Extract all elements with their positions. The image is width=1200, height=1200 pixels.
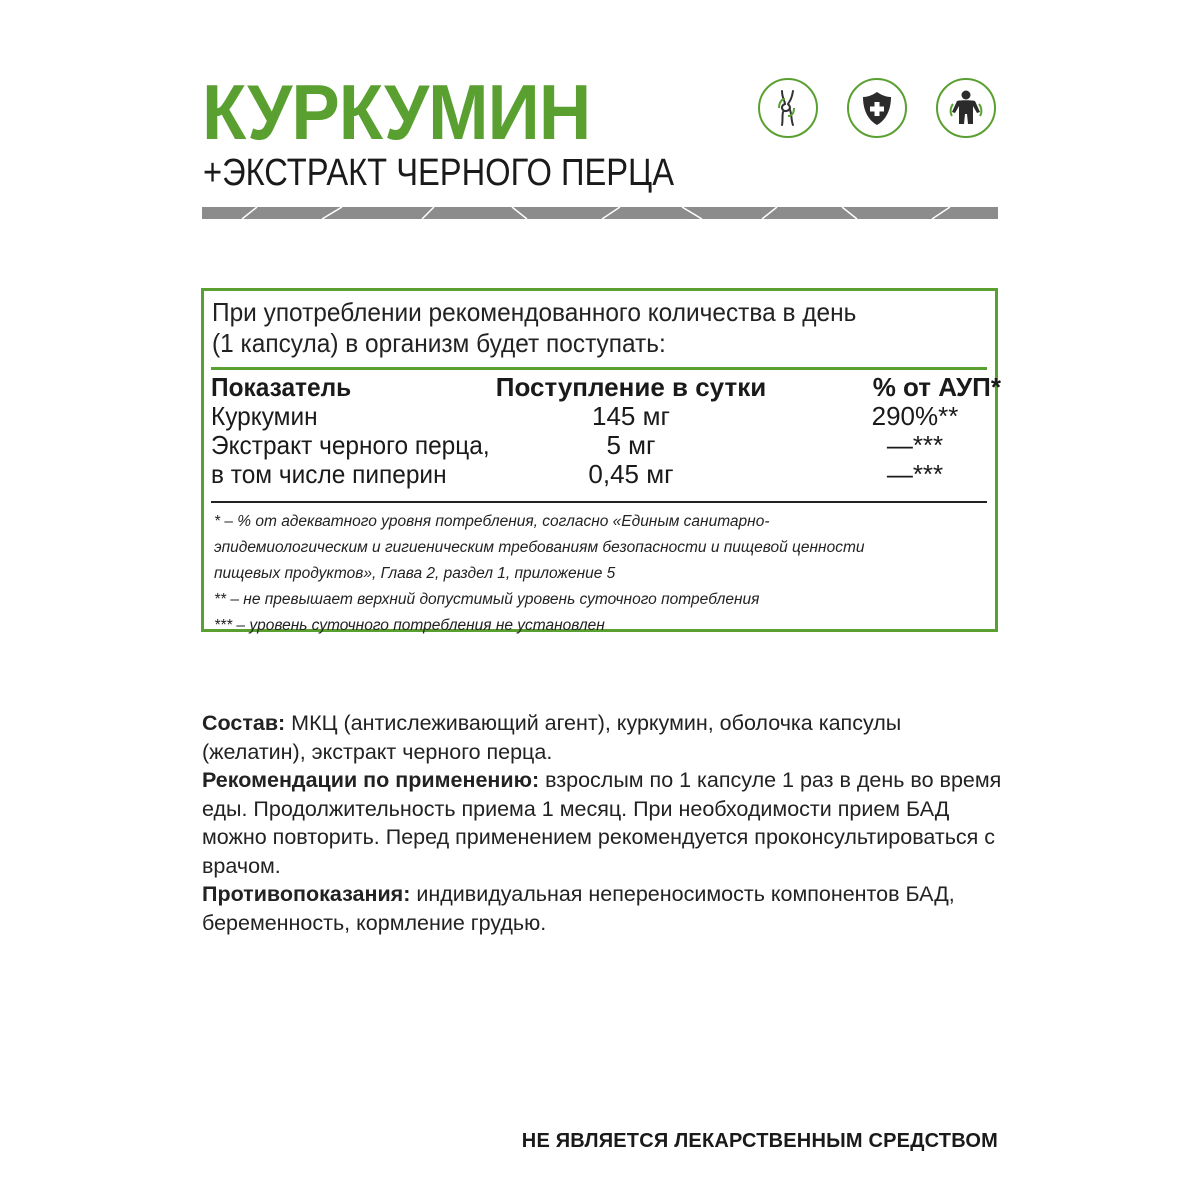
ingredient-name: Куркумин — [211, 401, 318, 431]
table-row — [211, 460, 991, 489]
nutrition-table — [211, 372, 1001, 489]
recommendations-paragraph — [202, 766, 1002, 880]
intro-text: При употреблении рекомендованного количества в день (1 капсула) в организм будет поступать: — [212, 297, 857, 358]
ingredient-percent: 290%** — [871, 401, 959, 431]
contraindications-label: Противопоказания: — [202, 882, 411, 906]
ingredient-name: в том числе пиперин — [211, 459, 447, 489]
contraindications-text: индивидуальная непереносимость компонентов БАД, беременность, кормление грудью. — [202, 882, 955, 935]
table-top-divider — [211, 367, 987, 370]
footnote: *** – уровень суточного потребления не установлен — [214, 617, 605, 634]
shield-cross-icon — [847, 78, 907, 138]
product-title: КУРКУМИН — [202, 68, 591, 156]
footnote: эпидемиологическим и гигиеническим требованиям безопасности и пищевой ценности — [214, 539, 865, 556]
ingredient-name: Экстракт черного перца, — [211, 430, 490, 460]
body-icon — [936, 78, 996, 138]
footnote: * – % от адекватного уровня потребления, согласно «Единым санитарно- — [214, 513, 770, 530]
nutrition-info-box — [201, 288, 1001, 634]
ingredient-percent: —*** — [886, 459, 944, 489]
joint-icon — [758, 78, 818, 138]
footnotes — [214, 509, 994, 639]
recommendations-text: взрослым по 1 капсуле 1 раз в день во время еды. Продолжительность приема 1 месяц. При необходимости прием БАД можно повторить. Перед применением рекомендуется проконсультироваться с врачом. — [202, 768, 1002, 878]
product-subtitle: +ЭКСТРАКТ ЧЕРНОГО ПЕРЦА — [203, 152, 675, 194]
contraindications-paragraph — [202, 880, 1002, 937]
decorative-divider — [202, 207, 998, 219]
footnote: ** – не превышает верхний допустимый уровень суточного потребления — [214, 591, 760, 608]
recommendations-label: Рекомендации по применению: — [202, 768, 540, 792]
composition-text: МКЦ (антислеживающий агент), куркумин, оболочка капсулы (желатин), экстракт черного перца. — [202, 711, 902, 764]
table-bottom-divider — [211, 501, 987, 503]
column-header: Поступление в сутки — [495, 372, 767, 402]
table-header-row — [211, 372, 1001, 402]
ingredient-amount: 5 мг — [606, 430, 656, 460]
benefit-icons — [758, 78, 1000, 142]
disclaimer-text: НЕ ЯВЛЯЕТСЯ ЛЕКАРСТВЕННЫМ СРЕДСТВОМ — [521, 1130, 998, 1152]
ingredient-amount: 145 мг — [592, 401, 670, 431]
composition-paragraph — [202, 709, 1002, 766]
column-header: % от АУП* — [872, 372, 1001, 402]
column-header: Показатель — [211, 372, 352, 402]
table-row — [211, 402, 991, 431]
composition-label: Состав: — [202, 711, 286, 735]
footnote: пищевых продуктов», Глава 2, раздел 1, приложение 5 — [214, 565, 616, 582]
composition-section — [202, 709, 1002, 937]
table-row — [211, 431, 991, 460]
ingredient-amount: 0,45 мг — [588, 459, 674, 489]
ingredient-percent: —*** — [886, 430, 944, 460]
